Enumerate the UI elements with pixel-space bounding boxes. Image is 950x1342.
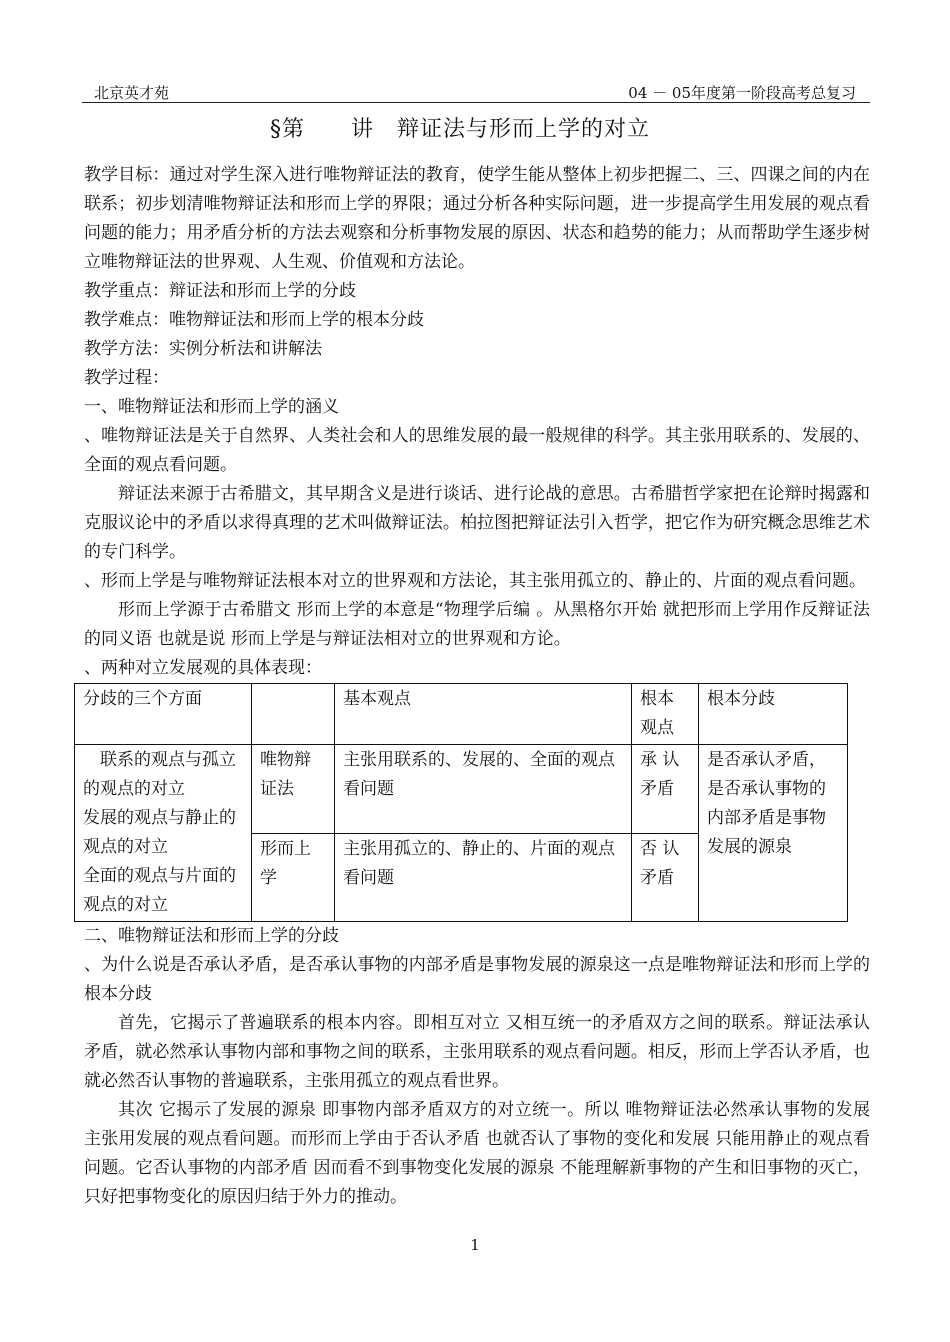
view-cell: 主张用联系的、发展的、全面的观点看问题 [335, 745, 632, 834]
divergence-cell: 是否承认矛盾，是否承认事物的内部矛盾是事物发展的源泉 [699, 745, 848, 922]
paragraph: 辩证法来源于古希腊文，其早期含义是进行谈话、进行论战的意思。古希腊哲学家把在论辩时揭露和克服议论中的矛盾以求得真理的艺术叫做辩证法。柏拉图把辩证法引入哲学，把它作为研究概念思维艺术的专门科学。 [84, 484, 870, 562]
page-number: 1 [470, 1236, 480, 1254]
aspects-cell: 联系的观点与孤立的观点的对立 发展的观点与静止的观点的对立 全面的观点与片面的观点的对立 [75, 745, 252, 922]
table-header-cell: 基本观点 [335, 684, 632, 745]
section-heading-1: 一、唯物辩证法和形而上学的涵义 [84, 397, 339, 417]
teaching-difficulty: 教学难点：唯物辩证法和形而上学的根本分歧 [84, 310, 424, 330]
teaching-process: 教学过程： [84, 368, 169, 388]
teaching-key-point: 教学重点：辩证法和形而上学的分歧 [84, 281, 356, 301]
page-title: §第 讲 辩证法与形而上学的对立 [269, 117, 650, 142]
school-cell: 形而上学 [252, 833, 335, 922]
section-heading-2: 二、唯物辩证法和形而上学的分歧 [84, 926, 339, 946]
header-right: 04 － 05年度第一阶段高考总复习 [628, 84, 856, 102]
view-cell: 主张用孤立的、静止的、片面的观点 看问题 [335, 833, 632, 922]
paragraph: 、为什么说是否承认矛盾，是否承认事物的内部矛盾是事物发展的源泉这一点是唯物辩证法和形而上学的根本分歧 [84, 955, 870, 1004]
table-header-cell [252, 684, 335, 745]
paragraph: 、唯物辩证法是关于自然界、人类社会和人的思维发展的最一般规律的科学。其主张用联系的、发展的、全面的观点看问题。 [84, 426, 870, 475]
table-row [75, 745, 848, 834]
paragraph: 、两种对立发展观的具体表现： [84, 658, 322, 678]
teaching-method: 教学方法：实例分析法和讲解法 [84, 339, 322, 359]
paragraph: 其次 它揭示了发展的源泉 即事物内部矛盾双方的对立统一。所以 唯物辩证法必然承认事物的发展 主张用发展的观点看问题。而形而上学由于否认矛盾 也就否认了事物的变化和发展 只能用静止的观点看问题。它否认事物的内部矛盾 因而看不到事物变化发展的源泉 不能理解新事物的产生和旧事物的灭亡，只好把事物变化的原因归结于外力的推动。 [84, 1100, 870, 1207]
table-header-row [75, 684, 848, 745]
table-header-cell: 分歧的三个方面 [75, 684, 252, 745]
paragraph: 形而上学源于古希腊文 形而上学的本意是“物理学后编 。从黑格尔开始 就把形而上学用作反辩证法的同义语 也就是说 形而上学是与辩证法相对立的世界观和方论。 [84, 600, 870, 649]
root-view-cell: 承 认矛盾 [632, 745, 699, 834]
comparison-table [74, 683, 848, 922]
table-header-cell: 根本分歧 [699, 684, 848, 745]
paragraph: 首先，它揭示了普遍联系的根本内容。即相互对立 又相互统一的矛盾双方之间的联系。辩证法承认矛盾，就必然承认事物内部和事物之间的联系，主张用联系的观点看问题。相反，形而上学否认矛盾，也就必然否认事物的普遍联系，主张用孤立的观点看世界。 [84, 1013, 870, 1091]
document-body [84, 161, 870, 1212]
paragraph: 、形而上学是与唯物辩证法根本对立的世界观和方法论，其主张用孤立的、静止的、片面的观点看问题。 [84, 571, 866, 591]
root-view-cell: 否 认矛盾 [632, 833, 699, 922]
header-left: 北京英才苑 [94, 84, 170, 102]
school-cell: 唯物辩证法 [252, 745, 335, 834]
table-header-cell: 根本观点 [632, 684, 699, 745]
page-header [82, 80, 870, 103]
teaching-goal: 教学目标：通过对学生深入进行唯物辩证法的教育，使学生能从整体上初步把握二、三、四课之间的内在联系；初步划清唯物辩证法和形而上学的界限；通过分析各种实际问题，进一步提高学生用发展的观点看问题的能力；用矛盾分析的方法去观察和分析事物发展的原因、状态和趋势的能力；从而帮助学生逐步树立唯物辩证法的世界观、人生观、价值观和方法论。 [84, 165, 870, 272]
